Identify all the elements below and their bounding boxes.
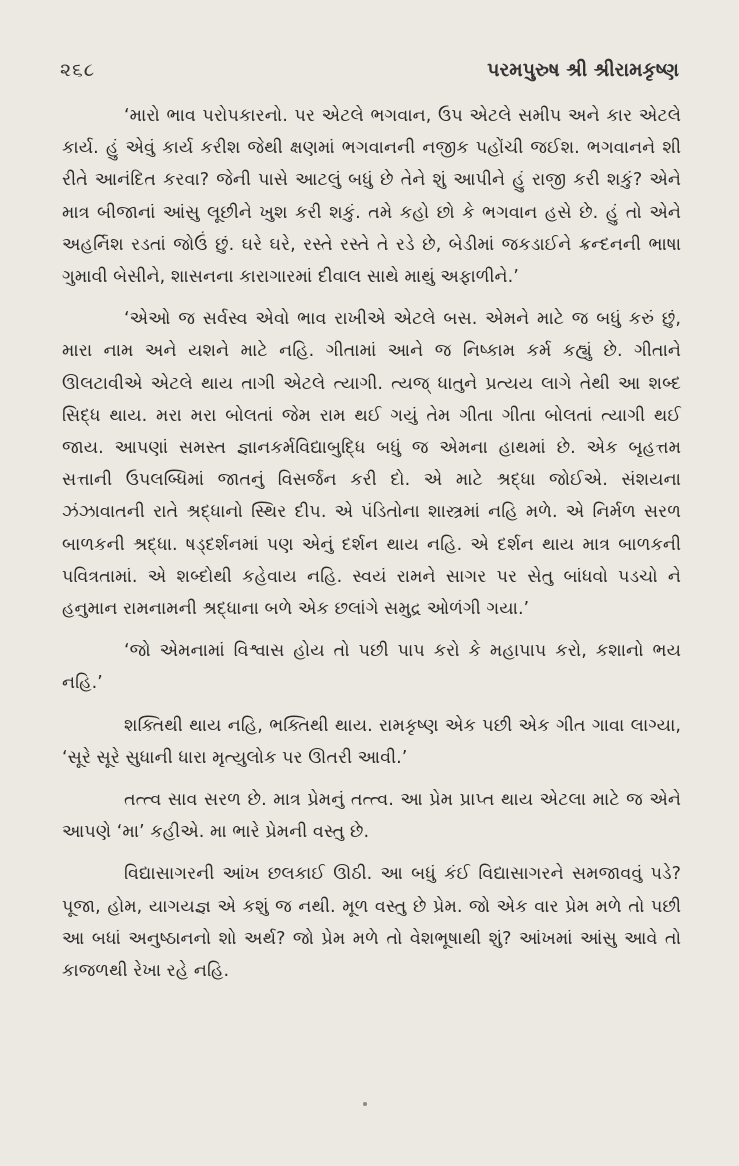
paragraph: શક્તિથી થાય નહિ, ભક્તિથી થાય. રામકૃષ્ણ એક પછી એક ગીત ગાવા લાગ્યા, ‘સૂરે સૂરે સુધાની ધારા મૃત્યુલોક પર ઊતરી આવી.’ [62, 715, 681, 768]
print-speck [363, 1102, 367, 1106]
running-title: પરમપુરુષ શ્રી શ્રીરામકૃષ્ણ [487, 59, 679, 81]
paragraph: તત્ત્વ સાવ સરળ છે. માત્ર પ્રેમનું તત્ત્વ. આ પ્રેમ પ્રાપ્ત થાય એટલા માટે જ એને આપણે ‘મા’ કહીએ. મા ભારે પ્રેમની વસ્તુ છે. [62, 790, 681, 843]
paragraph: વિદ્યાસાગરની આંખ છલકાઈ ઊઠી. આ બધું કંઈ વિદ્યાસાગરને સમજાવવું પડે? પૂજા, હોમ, યાગયજ્ઞ એ કશું જ નથી. મૂળ વસ્તુ છે પ્રેમ. જો એક વાર પ્રેમ મળે તો પછી આ બધાં અનુષ્ઠાનનો શો અર્થ? જો પ્રેમ મળે તો વેશભૂષાથી શું? આંખમાં આંસુ આવે તો કાજળથી રેખા રહે નહિ. [62, 864, 681, 982]
paragraph: ‘મારો ભાવ પરોપકારનો. પર એટલે ભગવાન, ઉપ એટલે સમીપ અને કાર એટલે કાર્ય. હું એવું કાર્ય કરીશ જેથી ક્ષણમાં ભગવાનની નજીક પહોંચી જઈશ. ભગવાનને શી રીતે આનંદિત કરવા? જેની પાસે આટલું બધું છે તેને શું આપીને હું રાજી કરી શકું? એને માત્ર બીજાનાં આંસુ લૂછીને ખુશ કરી શકું. તમે કહો છો કે ભગવાન હસે છે. હું તો એને અહર્નિશ રડતાં જોઉં છું. ઘરે ઘરે, રસ્તે રસ્તે તે રડે છે, બેડીમાં જકડાઈને ક્રન્દનની ભાષા ગુમાવી બેસીને, શાસનના કારાગારમાં દીવાલ સાથે માથું અફાળીને.’ [62, 106, 681, 288]
paragraph: ‘જો એમનામાં વિશ્વાસ હોય તો પછી પાપ કરો કે મહાપાપ કરો, કશાનો ભય નહિ.’ [62, 641, 681, 694]
paragraph: ‘એઓ જ સર્વસ્વ એવો ભાવ રાખીએ એટલે બસ. એમને માટે જ બધું કરું છું, મારા નામ અને યશને માટે નહિ. ગીતામાં આને જ નિષ્કામ કર્મ કહ્યું છે. ગીતાને ઊલટાવીએ એટલે થાય તાગી એટલે ત્યાગી. ત્યજ્ ધાતુને પ્રત્યય લાગે તેથી આ શબ્દ સિદ્ધ થાય. મરા મરા બોલતાં જેમ રામ થઈ ગયું તેમ ગીતા ગીતા બોલતાં ત્યાગી થઈ જાય. આપણાં સમસ્ત જ્ઞાનકર્મવિદ્યાબુદ્ધિ બધું જ એમના હાથમાં છે. એક બૃહત્તમ સત્તાની ઉપલબ્ધિમાં જાતનું વિસર્જન કરી દો. એ માટે શ્રદ્ધા જોઈએ. સંશયના ઝંઝાવાતની રાતે શ્રદ્ધાનો સ્થિર દીપ. એ પંડિતોના શાસ્ત્રમાં નહિ મળે. એ નિર્મળ સરળ બાળકની શ્રદ્ધા. ષડ્દર્શનમાં પણ એનું દર્શન થાય નહિ. એ દર્શન થાય માત્ર બાળકની પવિત્રતામાં. એ શબ્દોથી કહેવાય નહિ. સ્વયં રામને સાગર પર સેતુ બાંધવો પડચો ને હનુમાન રામનામની શ્રદ્ધાના બળે એક છલાંગે સમુદ્ર ઓળંગી ગયા.’ [62, 309, 681, 620]
page-number: ૨૬૮ [60, 59, 96, 81]
page-body [62, 100, 681, 997]
page-header [60, 56, 679, 84]
